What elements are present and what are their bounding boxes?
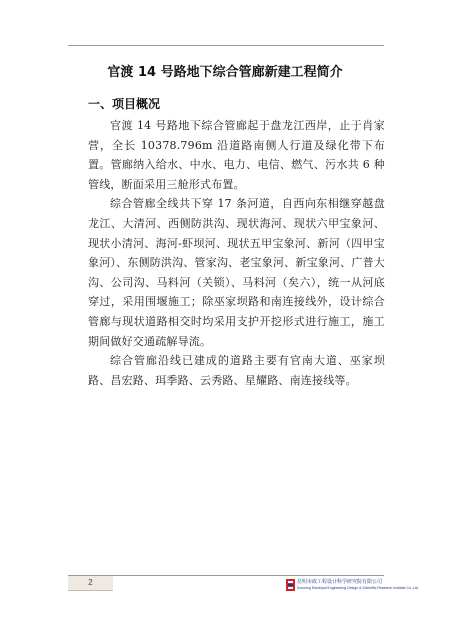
footer-rule bbox=[68, 575, 384, 576]
header-rule bbox=[68, 45, 384, 46]
body-text bbox=[88, 116, 385, 390]
company-name-en: Kunming Municipal Engineering Design & Scientific Research Institute Co.,Ltd. bbox=[297, 586, 419, 590]
page-number: 2 bbox=[88, 578, 93, 587]
paragraph-river-crossings: 综合管廊全线共下穿 17 条河道，自西向东相继穿越盘龙江、大清河、西侧防洪沟、现状海河、现状六甲宝象河、现状小清河、海河-虾坝河、现状五甲宝象河、新河（四甲宝象河）、东侧防洪沟、管家沟、老宝象河、新宝象河、广普大沟、公司沟、马料河（关锁）、马料河（矣六），统一从河底穿过，采用围堰施工；除巫家坝路和南连接线外，设计综合管廊与现状道路相交时均采用支护开挖形式进行施工，施工期间做好交通疏解导流。 bbox=[88, 197, 385, 348]
paragraph-overview: 官渡 14 号路地下综合管廊起于盘龙江西岸，止于肖家营，全长 10378.796m 沿道路南侧人行道及绿化带下布置。管廊纳入给水、中水、电力、电信、燃气、污水共 6 种管线，断面采用三舱形式布置。 bbox=[88, 119, 385, 191]
company-logo-icon bbox=[286, 579, 295, 591]
section-heading: 一、项目概况 bbox=[88, 97, 161, 111]
document-title: 官渡 14 号路地下综合管廊新建工程简介 bbox=[107, 65, 343, 80]
company-name: 昆明市政工程设计科学研究院有限公司 bbox=[297, 579, 383, 585]
page-number-box bbox=[68, 576, 113, 591]
paragraph-roads: 综合管廊沿线已建成的道路主要有官南大道、巫家坝路、昌宏路、珥季路、云秀路、星耀路、南连接线等。 bbox=[88, 354, 385, 387]
